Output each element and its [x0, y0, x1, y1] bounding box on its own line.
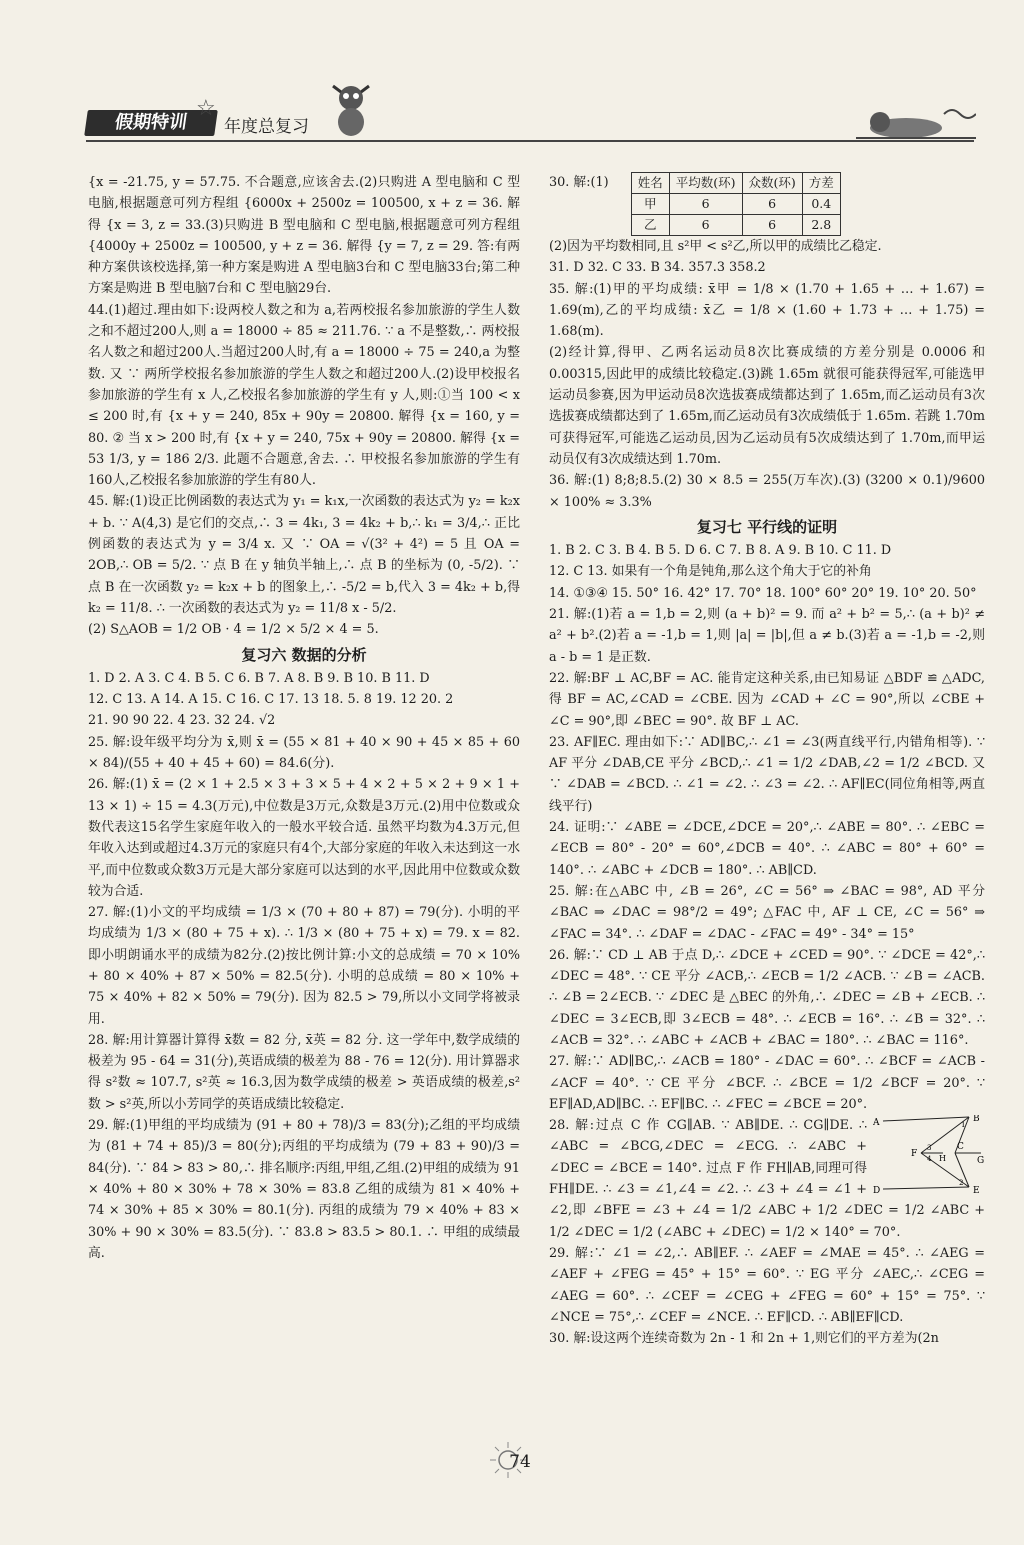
answers-review7-row1: 1. B 2. C 3. B 4. B 5. D 6. C 7. B 8. A 9. B 10. C 11. D: [549, 543, 892, 559]
section-title-review7: 复习七 平行线的证明: [696, 517, 838, 536]
answer-43-cont: {x = -21.75, y = 57.75. 不合题意,应该舍去.(2)只购进 A 型电脑和 C 型电脑,根据题意可列方程组 {6000x + 2500z = 100500, x + z = 36. 解得 {x = 3, z = 33.(3)只购进 B 型电脑和 C 型电脑,根据题意可列方程组 {4000y + 2500z = 100500, y + z = 36. 解得 {y = 7, z = 29. 答:有两种方案供该校选择,第一种方案是购进 A 型电脑3台和 C 型电脑33台;第二种方案是购进 B 型电脑7台和 C 型电脑29台.: [88, 175, 520, 297]
table-header-row: [631, 173, 840, 194]
table-cell: 6: [669, 215, 742, 236]
answer-28: 28. 解:过点 C 作 CG∥AB. ∵ AB∥DE. ∴ CG∥DE. ∴ ∠ABC = ∠BCG,∠DEC = ∠ECG. ∴ ∠ABC + ∠DEC = ∠BCE = 140°. 过点 F 作 FH∥AB,同理可得 FH∥DE. ∴ ∠3 = ∠1,∠4 = ∠2. ∴ ∠3 + ∠4 = ∠1 + ∠2,即 ∠BFE = ∠3 + ∠4 = 1/2 ∠ABC + 1/2 ∠DEC = 1/2 ∠ABC + 1/2 ∠DEC = 1/2 (∠ABC + ∠DEC) = 1/2 × 140° = 70°.: [549, 1118, 985, 1240]
answer-27: 27. 解:∵ AD∥BC,∴ ∠ACB = 180° - ∠DAC = 60°. ∴ ∠BCF = ∠ACB - ∠ACF = 40°. ∵ CE 平分 ∠BCF. ∴ ∠BCE = 1/2 ∠BCF = 20°. ∵ EF∥AD,AD∥BC. ∴ EF∥BC. ∴ ∠FEC = ∠BCE = 20°.: [549, 1054, 985, 1112]
table-cell: 6: [742, 194, 802, 215]
table-cell: 乙: [631, 215, 669, 236]
answer-25: 25. 解:在△ABC 中, ∠B = 26°, ∠C = 56° ⇒ ∠BAC = 98°, AD 平分 ∠BAC ⇒ ∠DAC = 98°/2 = 49°; △FAC 中, AF ⊥ CE, ∠C = 56° ⇒ ∠FAC = 34°. ∴ ∠DAF = ∠DAC - ∠FAC = 49° - 34° = 15°: [549, 883, 985, 942]
answers-review7-row2: 12. C 13. 如果有一个角是钝角,那么这个角大于它的补角: [549, 564, 872, 580]
label-angle-2: 2: [959, 1179, 964, 1188]
answer-22: 22. 解:BF ⊥ AC,BF = AC. 能肯定这种关系,由已知易证 △BDF ≌ △ADC,得 BF = AC,∠CAD = ∠CBE. 因为 ∠CAD + ∠C = 90°,所以 ∠CBE + ∠C = 90°,即 ∠BEC = 90°. 故 BF ⊥ AC.: [549, 670, 985, 729]
answer-24: 24. 证明:∵ ∠ABE = ∠DCE,∠DCE = 20°,∴ ∠ABE = 80°. ∴ ∠EBC = ∠ECB = 80° - 20° = 60°,∠DCB = 40°. ∴ ∠ABC = 80° + 60° = 140°. ∴ ∠ABC + ∠DCB = 180°. ∴ AB∥CD.: [549, 820, 985, 878]
star-icon: ☆: [196, 96, 216, 121]
line-ab: [883, 1117, 969, 1121]
label-angle-4: 4: [927, 1155, 932, 1164]
label-c: C: [957, 1142, 964, 1153]
answer-30-row: [549, 172, 985, 236]
geometry-diagram: [873, 1115, 985, 1195]
answer-26: 26. 解:(1) x̄ = (2 × 1 + 2.5 × 3 + 3 × 5 + 4 × 2 + 5 × 2 + 9 × 1 + 13 × 1) ÷ 15 = 4.3(万元),中位数是3万元,众数是3万元.(2)用中位数或众数代表这15名学生家庭年收入的一般水平较合适. 虽然平均数为4.3万元,但年收入达到或超过4.3万元的家庭只有4个,大部分家庭的年收入未达到这一水平,而中位数或众数3万元是大部分家庭可以达到的水平,因此用中位数或众数较为合适.: [88, 777, 520, 899]
answer-30-label: 30. 解:(1): [549, 175, 609, 190]
table-header-cell: 姓名: [631, 173, 669, 194]
table-row: [631, 194, 840, 215]
answer-30-part2: (2)因为平均数相同,且 s²甲 < s²乙,所以甲的成绩比乙稳定.: [549, 239, 882, 254]
table-cell: 0.4: [802, 194, 840, 215]
brand-logo: 假期特训: [84, 110, 218, 136]
answer-30: 30. 解:设这两个连续奇数为 2n - 1 和 2n + 1,则它们的平方差为(2n: [549, 1331, 939, 1347]
section-title-review6: 复习六 数据的分析: [241, 645, 367, 664]
label-a: A: [873, 1118, 880, 1129]
table-cell: 甲: [631, 194, 669, 215]
answer-26: 26. 解:∵ CD ⊥ AB 于点 D,∴ ∠DCE + ∠CED = 90°. ∵ ∠DCE = 42°,∴ ∠DEC = 48°. ∵ CE 平分 ∠ACB,∴ ∠ECB = 1/2 ∠ACB. ∵ ∠B = ∠ACB. ∴ ∠B = 2∠ECB. ∵ ∠DEC 是 △BEC 的外角,∴ ∠DEC = ∠B + ∠ECB. ∴ ∠DEC = 3∠ECB,即 3∠ECB = 48°. ∴ ∠ECB = 16°. ∴ ∠B = 32°. ∴ ∠ACB = 32°. ∴ ∠ABC + ∠ACB + ∠BAC = 180°. ∴ ∠BAC = 116°.: [549, 947, 985, 1048]
label-e: E: [973, 1186, 980, 1196]
label-angle-1: 1: [961, 1121, 966, 1130]
answers-review6-row1: 1. D 2. A 3. C 4. B 5. C 6. B 7. A 8. B 9. B 10. B 11. D: [88, 670, 430, 686]
table-header-cell: 众数(环): [742, 173, 802, 194]
answer-23: 23. AF∥EC. 理由如下:∵ AD∥BC,∴ ∠1 = ∠3(两直线平行,内错角相等). ∵ AF 平分 ∠DAB,CE 平分 ∠BCD,∴ ∠1 = 1/2 ∠DAB,∠2 = 1/2 ∠BCD. 又 ∵ ∠DAB = ∠BCD. ∴ ∠1 = ∠2. ∴ ∠3 = ∠2. ∴ AF∥EC(同位角相等,两直线平行): [549, 734, 985, 814]
answer-45-part2: (2) S△AOB = 1/2 OB · 4 = 1/2 × 5/2 × 4 = 5.: [88, 622, 379, 638]
answer-21: 21. 解:(1)若 a = 1,b = 2,则 (a + b)² = 9. 而 a² + b² = 5,∴ (a + b)² ≠ a² + b².(2)若 a = -1,b = 1,则 |a| = |b|,但 a ≠ b.(3)若 a = -1,b = -2,则 a - b = 1 是正数.: [549, 607, 985, 665]
answers-review6-row2: 12. C 13. A 14. A 15. C 16. C 17. 13 18. 5. 8 19. 12 20. 2: [88, 692, 454, 708]
answers-review6-row3: 21. 90 90 22. 4 23. 32 24. √2: [88, 713, 276, 729]
page-header: [86, 78, 986, 140]
label-g: G: [977, 1156, 985, 1167]
sleeping-character-icon: [856, 104, 976, 140]
answers-review7-row3: 14. ①③④ 15. 50° 16. 42° 17. 70° 18. 100° 60° 20° 19. 10° 20. 50°: [549, 585, 977, 601]
answer-28: 28. 解:用计算器计算得 x̄数 = 82 分, x̄英 = 82 分. 这一学年中,数学成绩的极差为 95 - 64 = 31(分),英语成绩的极差为 88 - 76 = 12(分). 用计算器求得 s²数 ≈ 107.7, s²英 ≈ 16.3,因为数学成绩的极差 > 英语成绩的极差,s²数 > s²英,所以小芳同学的英语成绩比较稳定.: [88, 1032, 520, 1112]
label-d: D: [873, 1186, 881, 1196]
table-row: [631, 215, 840, 236]
right-column: [549, 172, 985, 1349]
left-column: [88, 172, 520, 1264]
header-subtitle: 年度总复习: [224, 117, 309, 137]
line-de: [883, 1187, 969, 1189]
answer-35: 35. 解:(1)甲的平均成绩: x̄甲 = 1/8 × (1.70 + 1.65 + … + 1.67) = 1.69(m),乙的平均成绩: x̄乙 = 1/8 × (1.60 + 1.73 + … + 1.75) = 1.68(m).: [549, 281, 985, 340]
table-cell: 6: [742, 215, 802, 236]
answer-27: 27. 解:(1)小文的平均成绩 = 1/3 × (70 + 80 + 87) = 79(分). 小明的平均成绩为 1/3 × (80 + 75 + x). ∴ 1/3 × (80 + 75 + x) = 79. x = 82. 即小明朗诵水平的成绩为82分.(2)按比例计算:小文的总成绩 = 70 × 10% + 80 × 40% + 87 × 50% = 82.5(分). 小明的总成绩 = 80 × 10% + 75 × 40% + 82 × 50% = 79(分). 因为 82.5 > 79,所以小文同学将被录用.: [88, 905, 520, 1027]
table-header-cell: 方差: [802, 173, 840, 194]
answer-29: 29. 解:∵ ∠1 = ∠2,∴ AB∥EF. ∴ ∠AEF = ∠MAE = 45°. ∴ ∠AEG = ∠AEF + ∠FEG = 45° + 15° = 60°. ∵ EG 平分 ∠AEC,∴ ∠CEG = ∠AEG = 60°. ∴ ∠CEF = ∠CEG + ∠FEG = 60° + 15° = 75°. ∵ ∠NCE = 75°,∴ ∠CEF = ∠NCE. ∴ EF∥CD. ∴ AB∥EF∥CD.: [549, 1245, 985, 1325]
mascot-icon: [321, 78, 381, 138]
table-header-cell: 平均数(环): [669, 173, 742, 194]
answers-31-34: 31. D 32. C 33. B 34. 357.3 358.2: [549, 260, 766, 276]
answer-36: 36. 解:(1) 8;8;8.5.(2) 30 × 8.5 = 255(万车次).(3) (3200 × 0.1)/9600 × 100% ≈ 3.3%: [549, 473, 985, 510]
answer-25: 25. 解:设年级平均分为 x̄,则 x̄ = (55 × 81 + 40 × 90 + 45 × 85 + 60 × 84)/(55 + 40 + 45 + 60) = 84.6(分).: [88, 734, 520, 772]
label-h: H: [939, 1154, 946, 1164]
label-f: F: [911, 1149, 918, 1160]
answer-44: 44.(1)超过.理由如下:设两校人数之和为 a,若两校报名参加旅游的学生人数之和不超过200人,则 a = 18000 ÷ 85 ≈ 211.76. ∵ a 不是整数,∴ 两校报名人数之和超过200人.当超过200人时,有 a = 18000 ÷ 75 = 240,a 为整数. 又 ∵ 两所学校报名参加旅游的学生人数之和超过200人.(2)设甲校报名参加旅游的学生有 x 人,乙校报名参加旅游的学生有 y 人,则:①当 100 < x ≤ 200 时,有 {x + y = 240, 85x + 90y = 20800. 解得 {x = 160, y = 80. ② 当 x > 200 时,有 {x + y = 240, 75x + 90y = 20800. 解得 {x = 53 1/3, y = 186 2/3. 此题不合题意,舍去. ∴ 甲校报名参加旅游的学生有160人,乙校报名参加旅游的学生有80人.: [88, 302, 520, 489]
label-b: B: [973, 1115, 980, 1125]
answer-45: 45. 解:(1)设正比例函数的表达式为 y₁ = k₁x,一次函数的表达式为 y₂ = k₂x + b. ∵ A(4,3) 是它们的交点,∴ 3 = 4k₁, 3 = 4k₂ + b,∴ k₁ = 3/4,∴ 正比例函数的表达式为 y = 3/4 x. 又 ∵ OA = √(3² + 4²) = 5 且 OA = 2OB,∴ OB = 5/2. ∵ 点 B 在 y 轴负半轴上,∴ 点 B 的坐标为 (0, -5/2). ∵ 点 B 在一次函数 y₂ = k₂x + b 的图象上,∴ -5/2 = b,代入 3 = 4k₂ + b,得 k₂ = 11/8. ∴ 一次函数的表达式为 y₂ = 11/8 x - 5/2.: [88, 494, 520, 616]
table-cell: 6: [669, 194, 742, 215]
page-number: 74: [509, 1452, 531, 1472]
score-table: [631, 172, 841, 236]
label-angle-3: 3: [927, 1144, 932, 1153]
answer-29: 29. 解:(1)甲组的平均成绩为 (91 + 80 + 78)/3 = 83(分);乙组的平均成绩为 (81 + 74 + 85)/3 = 80(分);丙组的平均成绩为 (79 + 83 + 90)/3 = 84(分). ∵ 84 > 83 > 80,∴ 排名顺序:丙组,甲组,乙组.(2)甲组的成绩为 91 × 40% + 80 × 30% + 78 × 30% = 83.8 乙组的成绩为 81 × 40% + 74 × 30% + 85 × 30% = 80.1(分). 丙组的成绩为 79 × 40% + 83 × 30% + 90 × 30% = 83.5(分). ∵ 83.8 > 83.5 > 80.1. ∴ 甲组的成绩最高.: [88, 1118, 520, 1261]
table-cell: 2.8: [802, 215, 840, 236]
header-rule: [86, 140, 974, 142]
answer-35-part2: (2)经计算,得甲、乙两名运动员8次比赛成绩的方差分别是 0.0006 和 0.00315,因此甲的成绩比较稳定.(3)跳 1.65m 就很可能获得冠军,可能选甲运动员参赛,因为甲运动员8次选拔赛成绩都达到了 1.65m,而乙运动员有3次选拔赛成绩都达到了 1.65m,而乙运动员有3次成绩低于 1.65m. 若跳 1.70m 可获得冠军,可能选乙运动员,因为乙运动员有5次成绩达到了 1.70m,而甲运动员仅有3次成绩达到 1.70m.: [549, 345, 985, 467]
